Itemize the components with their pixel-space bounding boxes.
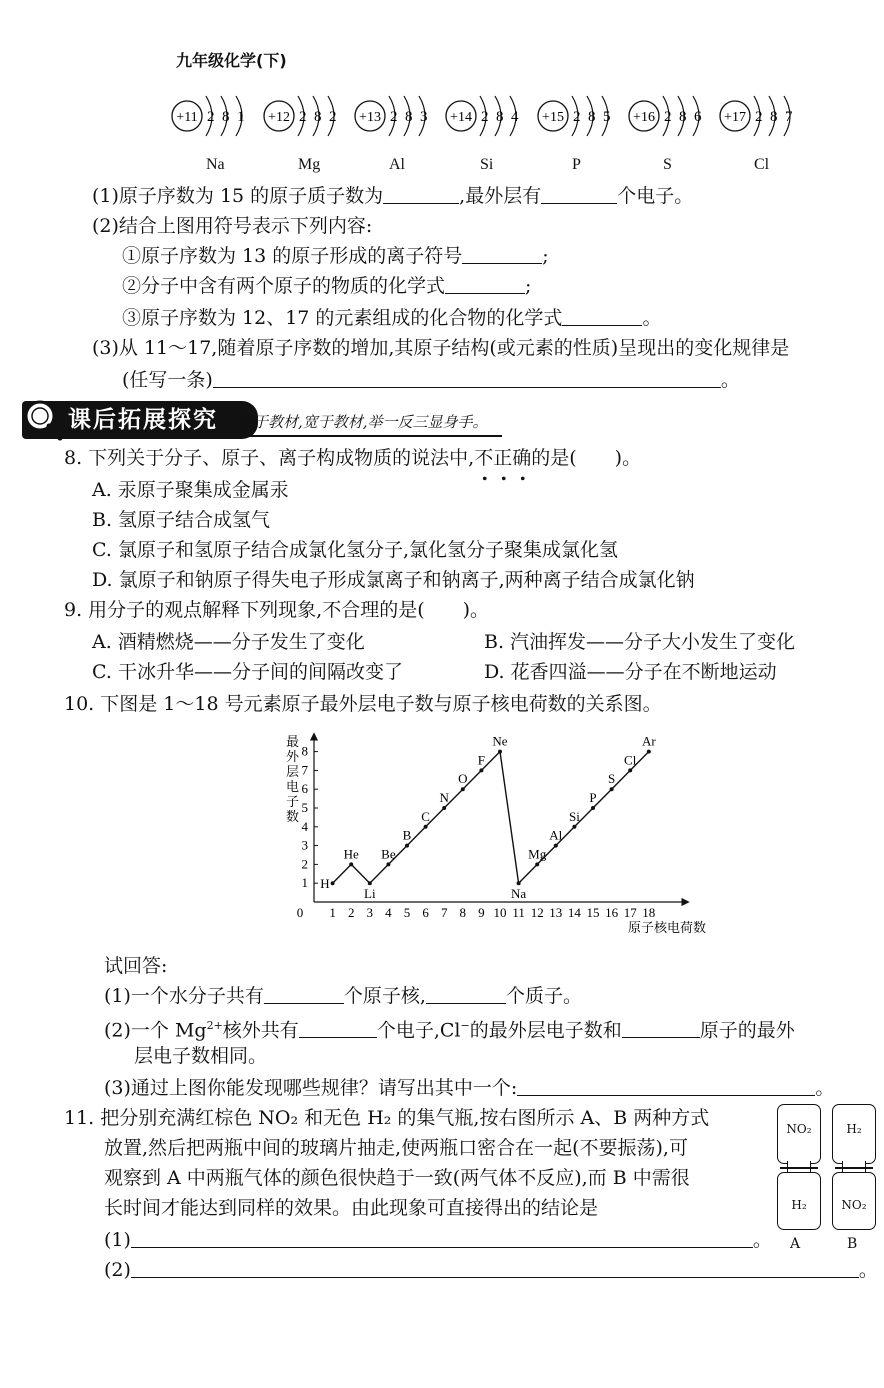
data-point [424,825,428,829]
y-tick-label: 8 [301,743,308,759]
label-a: A [790,1236,801,1252]
y-tick-label: 7 [301,762,308,778]
q10-part1-text3: 个质子。 [505,985,582,1007]
glass-plate [835,1167,873,1169]
nucleus-charge: +12 [268,110,290,125]
q8-stem-text: 8. 下列关于分子、原子、离子构成物质的说法中, [64,447,475,469]
shell-electron-count: 8 [405,109,413,125]
shell-electron-count: 8 [222,109,230,125]
data-point [628,768,632,772]
bottle-b-bottom [832,1172,876,1230]
prev-q-part3-text: (任写一条) [122,369,213,391]
punct: 。 [720,369,740,391]
answer-blank[interactable] [383,185,459,204]
y-axis-label-char: 层 [286,765,300,780]
point-label: Li [364,886,376,902]
shell-electron-count: 2 [329,109,337,125]
data-point [610,787,614,791]
shell-electron-count: 8 [314,109,322,125]
q11-stem-line3: 观察到 A 中两瓶气体的颜色很快趋于一致(两气体不反应),而 B 中需很 [104,1167,690,1189]
point-label: Be [381,846,396,862]
prev-q-part2-1 [122,244,549,268]
data-point [349,862,353,866]
emphasis-char: 不 [474,447,494,469]
y-tick-label: 3 [301,837,308,853]
atom-diagram-s [627,88,719,144]
atom-diagram-si [444,88,536,144]
bottle-b-top [832,1104,876,1164]
answer-blank[interactable] [462,245,542,264]
shell-electron-count: 8 [496,109,504,125]
point-label: C [421,808,430,824]
q10-part2-text: (2)一个 Mg [104,1019,207,1042]
prev-q-part2-3-text: ③原子序数为 12、17 的元素组成的化合物的化学式 [122,307,563,329]
page-header-title: 九年级化学(下) [176,51,287,70]
x-tick-label: 11 [512,905,525,920]
data-point [591,806,595,810]
q10-stem: 10. 下图是 1～18 号元素原子最外层电子数与原子核电荷数的关系图。 [64,693,662,715]
prev-q-part2-3 [122,306,661,330]
shell-electron-count: 2 [573,109,581,125]
data-series-line [333,752,649,884]
shell-electron-count: 7 [785,109,793,125]
data-point [442,806,446,810]
bottle-a-top-gas: NO₂ [786,1122,812,1136]
shell-electron-count: 3 [420,109,428,125]
prev-q-part3-line2 [122,368,740,392]
shell-electron-count: 2 [664,109,672,125]
bottle-a-bottom-gas: H₂ [791,1198,807,1212]
q8-option-d[interactable]: D. 氯原子和钠原子得失电子形成氯离子和钠离子,两种离子结合成氯化钠 [92,569,695,591]
point-label: B [402,827,412,843]
q11-answer2-label: (2) [104,1259,131,1281]
shell-electron-count: 2 [390,109,398,125]
q10-part2-text2: 核外共有 [222,1019,299,1042]
magnifier-icon [20,396,64,442]
data-point [498,750,502,754]
bottle-b-bottom-gas: NO₂ [841,1198,867,1212]
q10-part3 [104,1076,834,1100]
nucleus-charge: +13 [359,110,381,125]
atom-diagram-mg [262,88,354,144]
data-point [461,787,465,791]
q10-part1-text: (1)一个水分子共有 [104,985,264,1007]
punct: 。 [642,307,662,329]
nucleus-charge: +14 [450,110,472,125]
shell-electron-count: 1 [237,109,245,125]
q9-stem: 9. 用分子的观点解释下列现象,不合理的是( )。 [64,599,490,621]
q10-part2 [104,1014,795,1042]
q11-stem-line2: 放置,然后把两瓶中间的玻璃片抽走,使两瓶口密合在一起(不要振荡),可 [104,1137,688,1159]
x-tick-label: 8 [459,905,467,920]
q9-option-a[interactable]: A. 酒精燃烧——分子发生了变化 [92,631,365,653]
point-label: O [458,771,468,787]
data-point [554,844,558,848]
section-banner-title: 课后拓展探究 [68,407,218,433]
q10-part3-text: (3)通过上图你能发现哪些规律？请写出其中一个: [104,1077,518,1099]
x-tick-label: 14 [567,905,581,920]
q8-option-c[interactable]: C. 氯原子和氢原子结合成氯化氢分子,氯化氢分子聚集成氯化氢 [92,539,618,561]
y-tick-label: 5 [301,800,308,815]
q11-stem-line1: 11. 把分别充满红棕色 NO₂ 和无色 H₂ 的集气瓶,按右图所示 A、B 两种方式 [64,1107,710,1129]
x-tick-label: 0 [296,905,304,920]
point-label: Si [568,808,580,824]
answer-blank[interactable] [541,185,617,204]
x-tick-label: 18 [642,905,656,920]
bottle-b-top-gas: H₂ [846,1122,862,1136]
x-tick-label: 10 [493,905,507,920]
point-label: S [607,771,616,787]
shell-electron-count: 8 [679,109,687,125]
nucleus-charge: +16 [633,110,655,125]
prev-q-part1-text2: ,最外层有 [459,185,542,207]
prev-q-part1 [92,184,693,208]
element-symbol-label: Cl [754,156,770,173]
shell-electron-count: 2 [481,109,489,125]
x-tick-label: 12 [530,905,544,920]
element-symbol-label: P [572,156,581,173]
q10-part1-text2: 个原子核, [343,985,426,1007]
data-point [331,881,335,885]
emphasis-char: 正 [493,447,513,469]
x-tick-label: 15 [586,905,600,920]
emphasis-char: 确 [512,447,532,469]
x-tick-label: 3 [366,905,374,920]
atom-diagram-p [536,88,628,144]
answer-blank[interactable] [562,307,642,326]
x-tick-label: 5 [403,905,411,920]
y-axis-label [286,735,300,825]
prev-q-part3: (3)从 11～17,随着原子序数的增加,其原子结构(或元素的性质)呈现出的变化规律是 [92,337,790,359]
bottle-a-bottom [777,1172,821,1230]
atom-diagram-al [353,88,445,144]
shell-electron-count: 4 [511,109,519,125]
data-point [386,862,390,866]
answer-blank[interactable] [264,985,344,1004]
x-tick-label: 7 [440,905,448,920]
y-tick-label: 6 [301,781,308,797]
prev-q-part1-text: (1)原子序数为 15 的原子质子数为 [92,185,384,207]
element-symbol-label: Si [480,156,494,173]
q9-option-b[interactable]: B. 汽油挥发——分子大小发生了变化 [484,631,796,653]
x-tick-label: 9 [478,905,485,920]
punct: ; [542,245,549,267]
point-label: H [320,876,330,892]
q11-answer2 [104,1258,878,1282]
label-b: B [847,1236,858,1252]
q10-part2-text5: 原子的最外 [699,1019,795,1042]
point-label: N [439,790,449,805]
nucleus-charge: +17 [724,110,746,125]
q9-option-d[interactable]: D. 花香四溢——分子在不断地运动 [484,661,777,683]
point-label: Ar [641,733,656,749]
data-point [368,881,372,885]
answer-blank[interactable] [131,1259,859,1278]
q11-answer1 [104,1228,772,1252]
element-symbol-label: Na [206,156,225,173]
charge-superscript: − [460,1019,470,1032]
shell-electron-count: 2 [207,109,215,125]
answer-blank[interactable] [299,1019,377,1038]
data-point [535,862,539,866]
q10-part2-line2: 层电子数相同。 [134,1045,268,1067]
answer-blank[interactable] [131,1229,753,1248]
y-tick-label: 4 [301,818,308,834]
q10-line-chart [276,730,707,942]
point-label: Cl [624,752,637,768]
punct: 。 [815,1077,835,1099]
nucleus-charge: +11 [176,110,198,125]
shell-electron-count: 5 [603,109,611,125]
q10-ask: 试回答: [104,955,168,977]
x-tick-label: 6 [422,905,429,920]
prev-q-part2-2-text: ②分子中含有两个原子的物质的化学式 [122,275,446,297]
nucleus-charge: +15 [542,110,564,125]
q10-part1 [104,984,582,1008]
answer-blank[interactable] [426,985,506,1004]
point-label: Ne [492,733,508,749]
prev-q-part2-1-text: ①原子序数为 13 的原子形成的离子符号 [122,245,463,267]
q11-answer1-label: (1) [104,1229,131,1251]
point-label: Al [549,827,563,843]
point-label: He [343,846,359,862]
x-axis-label: 原子核电荷数 [628,920,707,935]
bottle-a-top [777,1104,821,1164]
answer-blank[interactable] [622,1019,700,1038]
q9-option-c[interactable]: C. 干冰升华——分子间的间隔改变了 [92,661,403,683]
y-axis-label-char: 最 [286,735,300,750]
y-tick-label: 2 [301,856,308,872]
y-tick-label: 1 [301,875,308,891]
shell-electron-count: 2 [299,109,307,125]
answer-blank[interactable] [445,275,525,294]
prev-q-part2-2 [122,274,531,298]
answer-blank[interactable] [517,1077,815,1096]
q8-stem-text2: 的是( )。 [531,447,642,469]
prev-q-part1-text3: 个电子。 [617,185,694,207]
punct: ; [525,275,532,297]
point-label: P [589,790,597,805]
data-point [405,844,409,848]
q11-stem-line4: 长时间才能达到同样的效果。由此现象可直接得出的结论是 [104,1197,599,1219]
glass-plate [780,1167,818,1169]
y-axis-label-char: 电 [286,780,300,795]
y-axis-label-char: 数 [286,810,300,825]
x-tick-label: 1 [329,905,336,920]
punct: 。 [752,1229,772,1251]
y-axis-label-char: 子 [286,795,300,810]
point-label: F [477,752,486,768]
data-point [517,881,521,885]
charge-superscript: 2+ [206,1019,223,1032]
q10-part2-text3: 个电子,Cl [376,1019,461,1042]
data-point [479,768,483,772]
shell-electron-count: 2 [755,109,763,125]
shell-electron-count: 8 [588,109,596,125]
atom-diagram-cl [718,88,810,144]
shell-electron-count: 6 [694,109,702,125]
prev-q-part2: (2)结合上图用符号表示下列内容: [92,215,373,237]
data-point [647,750,651,754]
data-point [572,825,576,829]
punct: 。 [858,1259,878,1281]
q8-option-a[interactable]: A. 汞原子聚集成金属汞 [92,479,289,501]
atom-diagram-na [170,88,262,144]
x-tick-label: 13 [549,905,563,920]
q10-part2-text4: 的最外层电子数和 [469,1019,622,1042]
element-symbol-label: Mg [298,156,321,173]
point-label: Mg [528,846,547,862]
x-tick-label: 16 [605,905,619,920]
element-symbol-label: Al [389,156,405,173]
point-label: Na [511,886,527,902]
y-axis-label-char: 外 [286,750,300,765]
element-symbol-label: S [663,156,672,173]
shell-electron-count: 8 [770,109,778,125]
q8-option-b[interactable]: B. 氢原子结合成氢气 [92,509,271,531]
x-tick-label: 2 [347,905,355,920]
answer-blank[interactable] [213,369,721,388]
q8-stem [64,446,641,470]
x-tick-label: 4 [385,905,392,920]
section-tagline: 源于教材,宽于教材,举一反三显身手。 [238,409,502,437]
x-tick-label: 17 [623,905,637,920]
